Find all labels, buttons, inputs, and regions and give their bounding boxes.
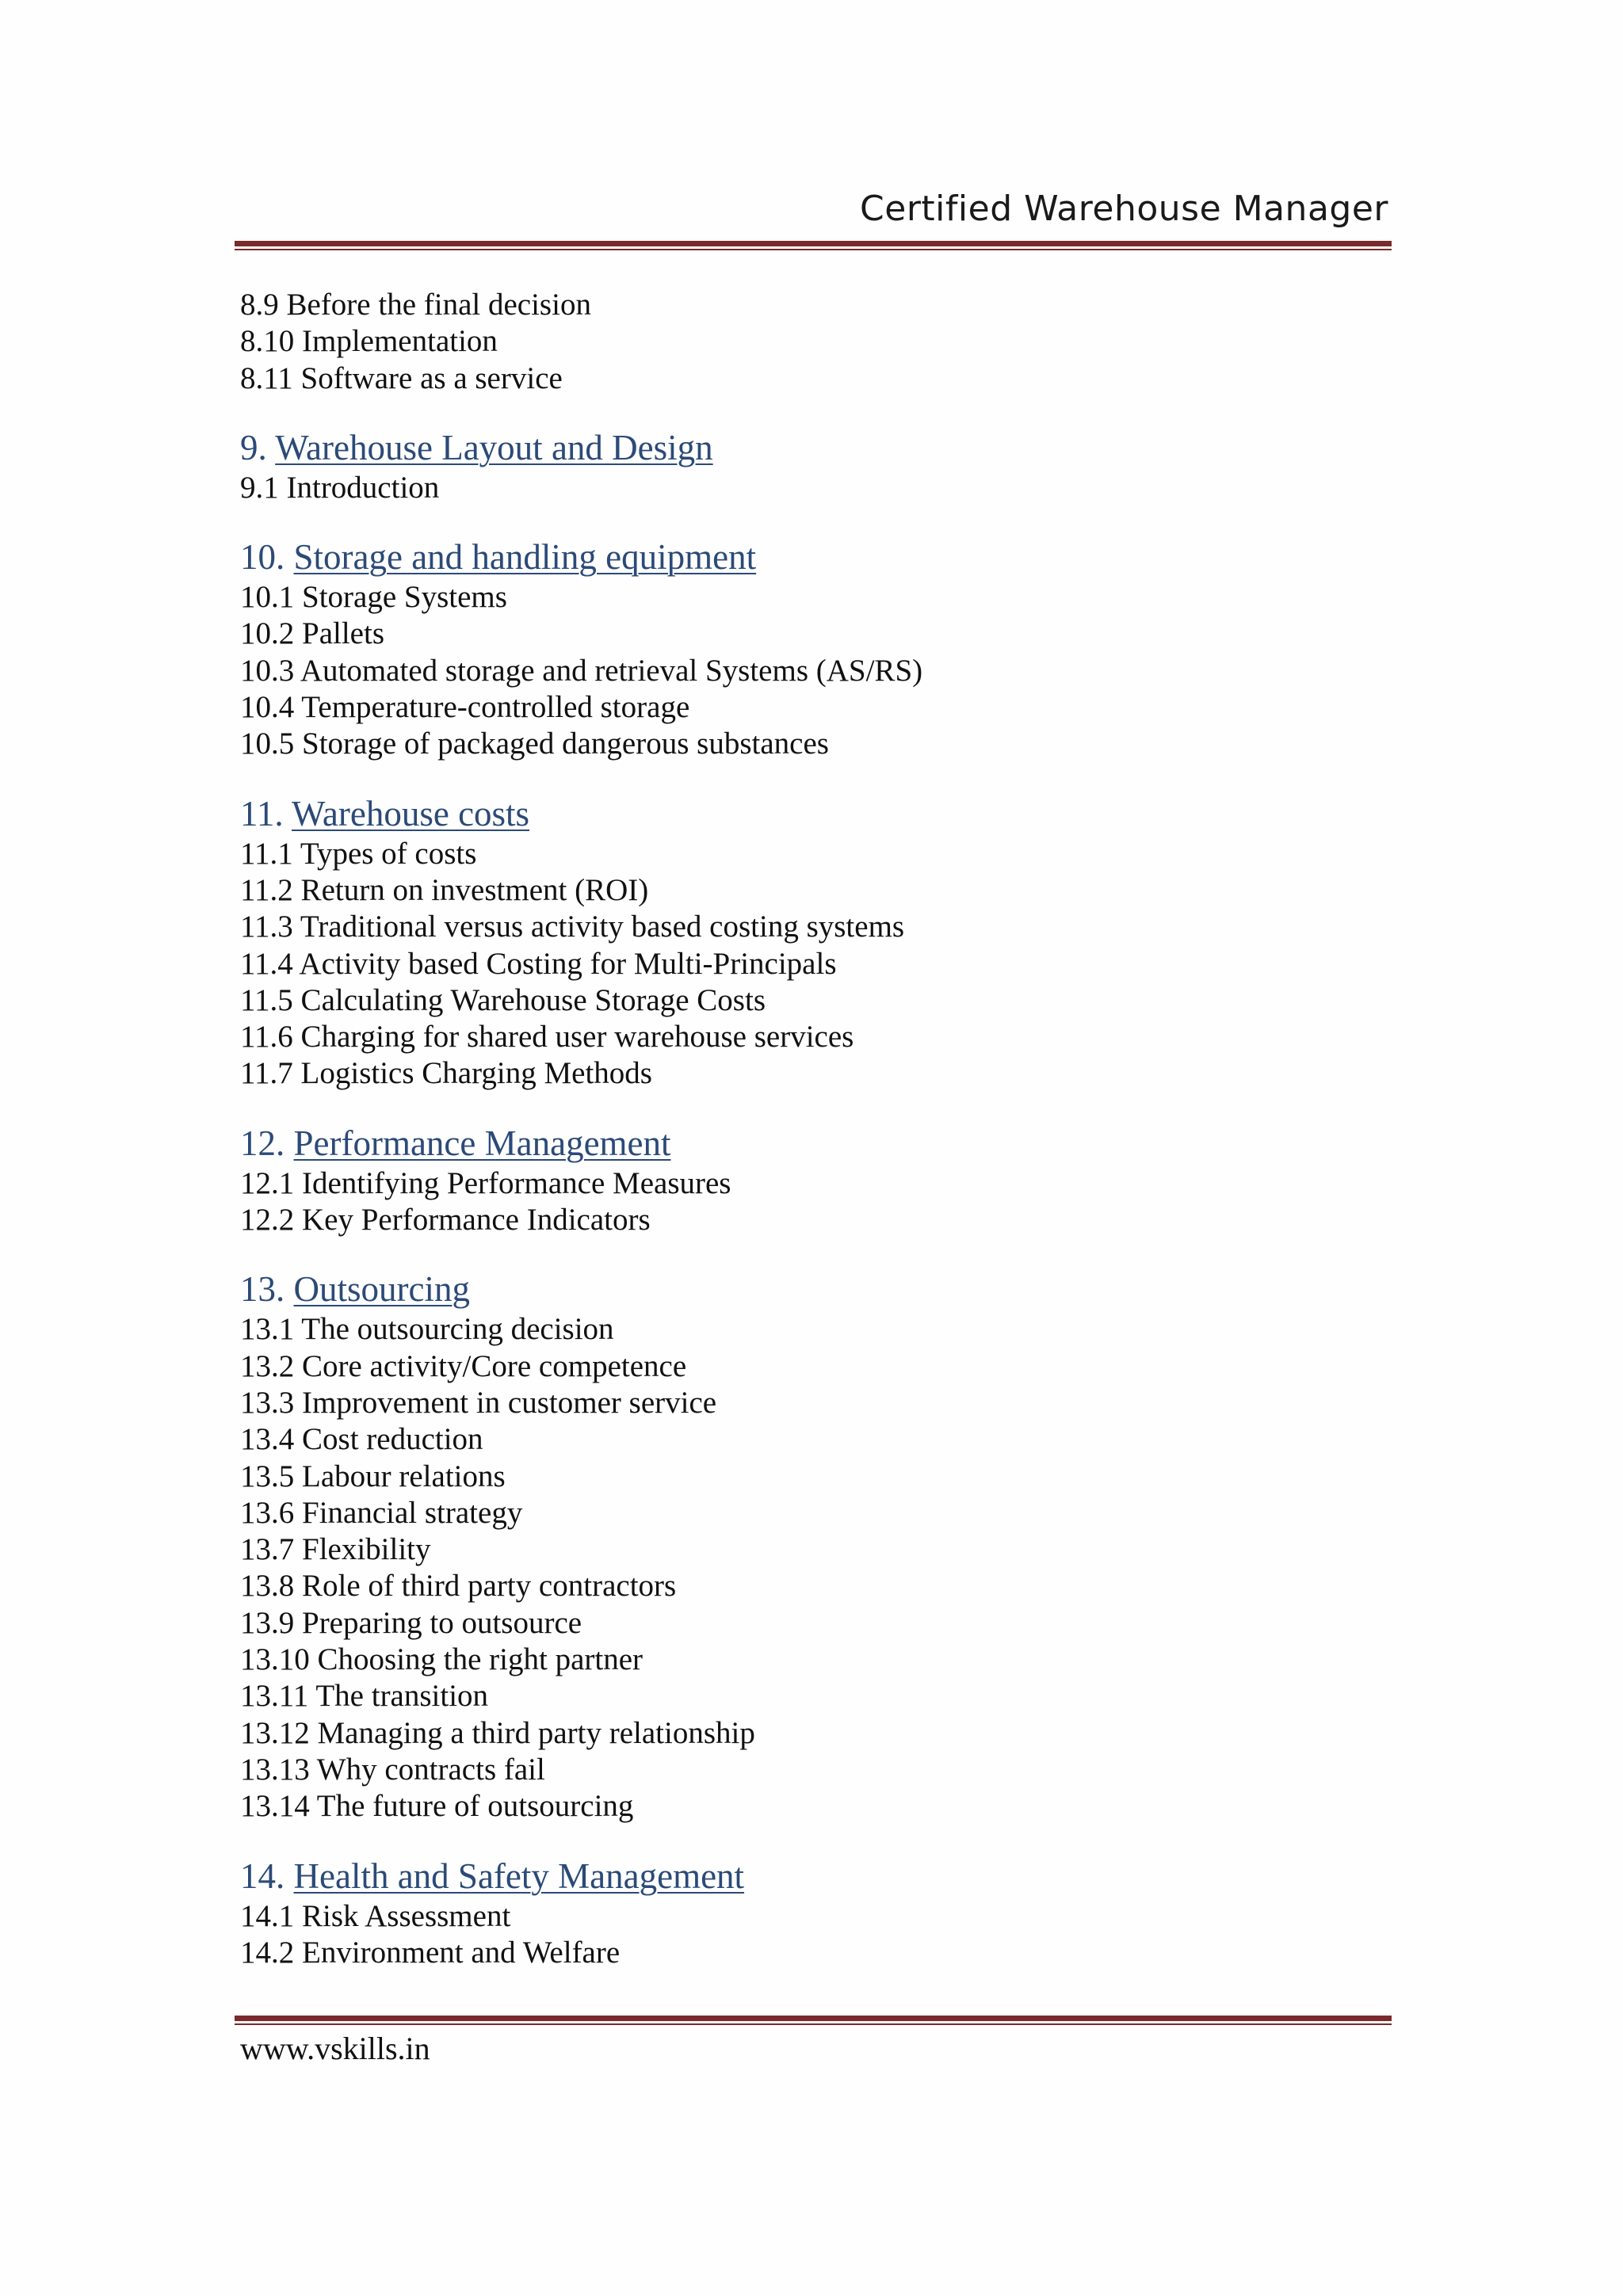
section-number: 12.: [240, 1123, 285, 1163]
toc-item: 13.8 Role of third party contractors: [240, 1569, 677, 1604]
toc-item: 14.2 Environment and Welfare: [240, 1935, 621, 1970]
footer-rule: [235, 2016, 1392, 2025]
section-heading[interactable]: [240, 535, 1389, 579]
section-title-link[interactable]: Warehouse costs: [292, 793, 530, 833]
section-heading[interactable]: [240, 791, 1389, 836]
toc-item: 11.2 Return on investment (ROI): [240, 872, 649, 907]
section-number: 13.: [240, 1269, 285, 1310]
section-number: 10.: [240, 537, 285, 578]
toc-item: 13.9 Preparing to outsource: [240, 1605, 582, 1640]
section-title-link[interactable]: Storage and handling equipment: [293, 537, 757, 578]
toc-item: 10.5 Storage of packaged dangerous substances: [240, 727, 829, 761]
toc-item: 8.9 Before the final decision: [240, 288, 591, 322]
toc-item: 11.3 Traditional versus activity based costing systems: [240, 910, 905, 944]
section-title-link[interactable]: Warehouse Layout and Design: [275, 427, 713, 467]
table-of-contents: [240, 287, 1389, 1971]
footer-url: www.vskills.in: [240, 2031, 430, 2066]
toc-item: 11.5 Calculating Warehouse Storage Costs: [240, 982, 766, 1017]
toc-item: 10.3 Automated storage and retrieval Systems (AS/RS): [240, 653, 923, 688]
toc-item: 11.6 Charging for shared user warehouse services: [240, 1020, 854, 1055]
section-heading[interactable]: [240, 425, 1389, 470]
section-heading[interactable]: [240, 1267, 1389, 1311]
toc-section: [240, 425, 1389, 506]
toc-item: 13.5 Labour relations: [240, 1459, 506, 1493]
toc-item: 13.2 Core activity/Core competence: [240, 1348, 687, 1383]
toc-item: 13.1 The outsourcing decision: [240, 1312, 614, 1347]
toc-item: 11.1 Types of costs: [240, 836, 477, 871]
toc-item: 9.1 Introduction: [240, 470, 440, 505]
toc-item: 10.4 Temperature-controlled storage: [240, 690, 690, 725]
toc-item: 10.1 Storage Systems: [240, 580, 507, 615]
section-number: 11.: [240, 793, 284, 833]
toc-item: 13.6 Financial strategy: [240, 1495, 523, 1530]
section-title-link[interactable]: Performance Management: [293, 1123, 671, 1163]
section-number: 14.: [240, 1855, 285, 1896]
toc-item: 11.4 Activity based Costing for Multi-Principals: [240, 946, 837, 981]
toc-item: 10.2 Pallets: [240, 616, 384, 651]
toc-item: 13.3 Improvement in customer service: [240, 1385, 717, 1420]
toc-section: [240, 1854, 1389, 1972]
toc-item: 13.7 Flexibility: [240, 1532, 431, 1567]
toc-section: [240, 791, 1389, 1093]
section-number: 9.: [240, 427, 267, 467]
header-title: Certified Warehouse Manager: [860, 189, 1388, 229]
toc-section: [240, 535, 1389, 762]
toc-item: 8.11 Software as a service: [240, 360, 563, 395]
section-title-link[interactable]: Health and Safety Management: [293, 1855, 745, 1896]
toc-item: 14.1 Risk Assessment: [240, 1898, 511, 1933]
toc-item: 13.14 The future of outsourcing: [240, 1789, 634, 1824]
toc-item: 12.2 Key Performance Indicators: [240, 1203, 651, 1238]
section-heading[interactable]: [240, 1854, 1389, 1898]
section-heading[interactable]: [240, 1121, 1389, 1165]
toc-section: [240, 1121, 1389, 1239]
section-title-link[interactable]: Outsourcing: [293, 1269, 470, 1310]
toc-item: 13.12 Managing a third party relationship: [240, 1715, 755, 1750]
toc-item: 13.11 The transition: [240, 1679, 489, 1714]
toc-section: [240, 1267, 1389, 1825]
toc-item: 13.13 Why contracts fail: [240, 1752, 545, 1787]
toc-item: 11.7 Logistics Charging Methods: [240, 1056, 652, 1091]
toc-item: 13.4 Cost reduction: [240, 1422, 483, 1457]
toc-item: 13.10 Choosing the right partner: [240, 1642, 643, 1677]
toc-item: 12.1 Identifying Performance Measures: [240, 1165, 731, 1200]
toc-lead-items: [240, 287, 1389, 397]
toc-item: 8.10 Implementation: [240, 324, 498, 359]
header-rule: [235, 241, 1392, 250]
